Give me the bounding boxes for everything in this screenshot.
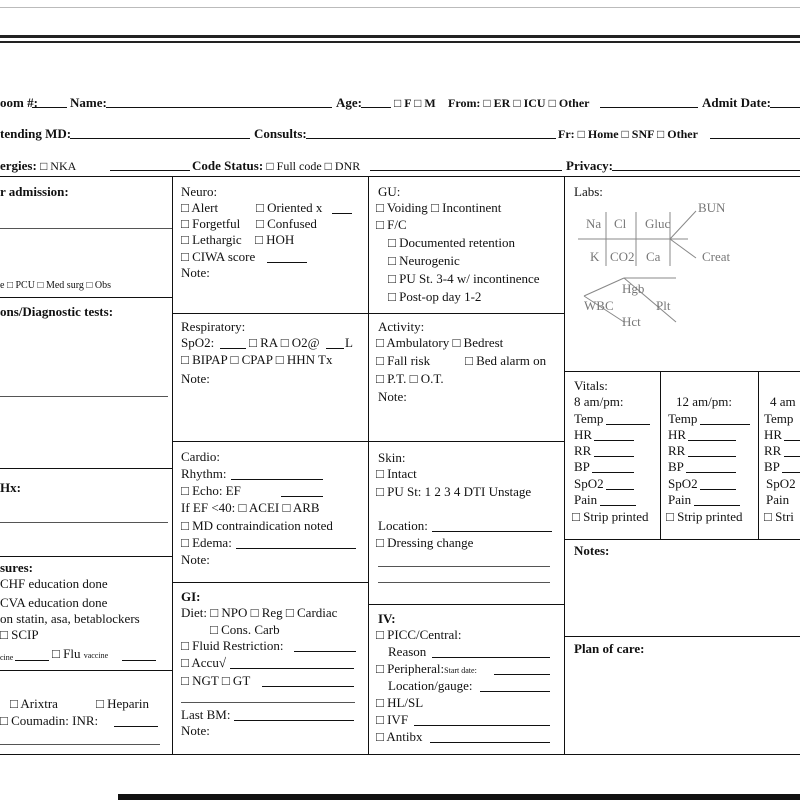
lab-fishbone-diagram [572,196,772,336]
activity-fall-risk[interactable]: □ Fall risk [376,353,431,368]
resp-heading: Respiratory: [181,319,246,334]
labs-heading: Labs: [574,184,603,199]
hline-mid-2 [172,441,564,442]
neuro-lethargic[interactable]: □ Lethargic [181,232,242,247]
vitals-hr-2: HR [668,427,687,442]
ciwa-field[interactable] [267,251,307,263]
gu-voiding[interactable]: □ Voiding □ Incontinent [376,200,502,215]
lab-cl: Cl [614,216,627,231]
vline-vitals-2 [758,371,759,539]
gu-foley[interactable]: □ F/C [376,217,407,232]
skin-line-1 [378,566,550,567]
neuro-note: Note: [181,265,210,280]
pneumo-vaccine-label: cine [0,653,14,662]
plan-of-care-heading: Plan of care: [574,641,645,656]
gi-fluid-field[interactable] [294,640,356,652]
allergies-row [0,158,76,174]
neuro-alert[interactable]: □ Alert [181,200,219,215]
skin-location-label: Location: [378,518,428,533]
vitals-hr-3: HR [764,427,783,442]
resp-o2-field[interactable] [326,337,344,349]
admission-heading: r admission: [0,184,69,199]
vitals-spo2-1: SpO2 [574,476,604,491]
coumadin-item[interactable]: □ Coumadin: INR: [0,713,99,728]
admit-date-field[interactable] [770,96,800,108]
vitals-temp-2: Temp [668,411,698,426]
from-place-options[interactable]: Fr: □ Home □ SNF □ Other [558,127,698,141]
lab-creat: Creat [702,249,731,264]
lab-gluc: Gluc [645,216,671,231]
gi-cons-carb[interactable]: □ Cons. Carb [210,622,280,637]
skin-intact[interactable]: □ Intact [376,466,417,481]
resp-spo2-field[interactable] [220,337,246,349]
lab-k: K [590,249,600,264]
nka-checkbox[interactable]: □ NKA [40,159,77,173]
fr-other-field[interactable] [710,127,800,139]
iv-antibx-field[interactable] [430,731,550,743]
vitals-bp-2: BP [668,459,684,474]
vitals-bp-field-3[interactable] [782,461,800,473]
vitals-temp-field-2[interactable] [700,413,750,425]
gu-neurogenic[interactable]: □ Neurogenic [388,253,460,268]
vitals-time-2: 12 am/pm: [676,394,732,409]
name-label: Name: [70,95,107,110]
vline-3 [564,176,565,754]
hx-line [0,522,168,523]
resp-ra-o2[interactable]: □ RA □ O2@ [249,335,320,350]
vitals-hr-field-1[interactable] [594,429,634,441]
diagnostic-line [0,396,168,397]
gi-accu[interactable]: □ Accu√ [181,655,226,670]
vitals-temp-field-1[interactable] [606,413,650,425]
vitals-pain-field-2[interactable] [694,494,740,506]
iv-picc[interactable]: □ PICC/Central: [376,627,462,642]
vline-1 [172,176,173,754]
flu-vaccine[interactable] [52,646,108,664]
iv-location-field[interactable] [480,680,550,692]
iv-hl-sl[interactable]: □ HL/SL [376,695,424,710]
cardio-echo[interactable]: □ Echo: EF [181,483,241,498]
iv-ivf[interactable]: □ IVF [376,712,409,727]
gu-heading: GU: [378,184,401,199]
flu-checkbox[interactable]: □ Flu [52,646,81,661]
window-top-strip [0,0,800,8]
gu-retention[interactable]: □ Documented retention [388,235,515,250]
viewer-bottom-edge [118,794,800,800]
arixtra-item[interactable]: □ Arixtra [10,696,58,711]
admit-date-label: Admit Date: [702,95,771,110]
activity-pt-ot[interactable]: □ P.T. □ O.T. [376,371,444,386]
vitals-hr-field-2[interactable] [688,429,736,441]
code-status-label: Code Status: [192,158,264,173]
iv-heading: IV: [378,611,396,626]
code-status-row [192,158,360,174]
hline-mid-1 [172,313,564,314]
cardio-if-ef[interactable]: If EF <40: □ ACEI □ ARB [181,500,320,515]
vitals-pain-1: Pain [574,492,598,507]
gi-diet[interactable]: Diet: □ NPO □ Reg □ Cardiac [181,605,338,620]
privacy-field[interactable] [612,159,800,171]
cardio-rhythm-label: Rhythm: [181,466,227,481]
gi-fluid-restriction[interactable]: □ Fluid Restriction: [181,638,284,653]
hline-left-1 [0,297,172,298]
gi-last-bm-field[interactable] [234,709,354,721]
activity-note: Note: [378,389,407,404]
cardio-echo-field[interactable] [281,485,323,497]
gu-postop[interactable]: □ Post-op day 1-2 [388,289,482,304]
room-field[interactable] [32,96,67,108]
from-other-field[interactable] [600,96,698,108]
gi-last-bm-label: Last BM: [181,707,231,722]
lab-co2: CO2 [610,249,635,264]
vitals-rr-2: RR [668,443,686,458]
pneumo-vaccine-field[interactable] [15,649,49,661]
gi-accu-field[interactable] [230,657,354,669]
heparin-item[interactable]: □ Heparin [96,696,149,711]
vitals-pain-2: Pain [668,492,692,507]
vitals-strip-3[interactable]: □ Stri [764,509,794,524]
resp-note: Note: [181,371,210,386]
allergies-label: ergies: [0,158,37,173]
vitals-bp-field-2[interactable] [686,461,736,473]
vitals-hr-1: HR [574,427,593,442]
resp-spo2-label: SpO2: [181,335,215,350]
activity-ambulatory[interactable]: □ Ambulatory □ Bedrest [376,335,504,350]
admission-line [0,228,172,229]
iv-peripheral[interactable] [376,661,477,679]
flu-vaccine-field[interactable] [122,649,156,661]
activity-heading: Activity: [378,319,425,334]
skin-dressing[interactable]: □ Dressing change [376,535,474,550]
lab-cbc-line-1 [584,278,624,296]
gi-heading: GI: [181,589,201,604]
lab-ca: Ca [646,249,661,264]
hline-right-2 [564,539,800,540]
vitals-heading: Vitals: [574,378,608,393]
cardio-edema-field[interactable] [236,537,356,549]
skin-pu-stage[interactable]: □ PU St: 1 2 3 4 DTI Unstage [376,484,532,499]
neuro-heading: Neuro: [181,184,218,199]
neuro-ciwa[interactable]: □ CIWA score [181,249,256,264]
hline-mid-4 [368,604,564,605]
resp-bipap[interactable]: □ BIPAP □ CPAP □ HHN Tx [181,352,333,367]
iv-peripheral-label[interactable]: □ Peripheral: [376,661,445,676]
scip-item[interactable]: □ SCIP [0,627,39,642]
vitals-pain-3: Pain [766,492,790,507]
left-bottom-line [0,744,160,745]
vitals-pain-field-1[interactable] [600,494,636,506]
gi-line [181,702,355,703]
attending-label: tending MD: [0,126,72,141]
iv-antibx[interactable]: □ Antibx [376,729,423,744]
neuro-hoh[interactable]: □ HOH [255,232,295,247]
diagnostic-heading: ons/Diagnostic tests: [0,304,114,319]
gi-ngt-gt[interactable]: □ NGT □ GT [181,673,251,688]
iv-reason-label: Reason [388,644,427,659]
hline-right-1 [564,371,800,372]
neuro-forgetful[interactable]: □ Forgetful [181,216,241,231]
iv-location-label: Location/gauge: [388,678,473,693]
hline-left-3 [0,556,172,557]
hx-heading: Hx: [0,480,21,495]
lab-bmp-arm-up [670,211,696,239]
hline-left-4 [0,670,172,671]
sex-options[interactable]: □ F □ M [394,96,436,110]
lab-hgb: Hgb [622,281,645,296]
skin-heading: Skin: [378,450,406,465]
neuro-confused[interactable]: □ Confused [256,216,317,231]
chf-education[interactable]: CHF education done [0,576,108,591]
name-field[interactable] [106,96,332,108]
vitals-rr-field-3[interactable] [784,445,800,457]
gi-note: Note: [181,723,210,738]
lab-bmp-arm-down [670,239,696,258]
room-label: oom #: [0,95,38,110]
measures-heading: sures: [0,560,33,575]
lab-wbc: WBC [584,298,614,313]
consults-label: Consults: [254,126,307,141]
oriented-field[interactable] [332,202,352,214]
vline-vitals-1 [660,371,661,539]
iv-start-date-label: Start date: [444,666,477,675]
cva-education[interactable]: CVA education done [0,595,108,610]
vitals-spo2-field-1[interactable] [606,478,634,490]
age-label: Age: [336,95,362,110]
lab-hct: Hct [622,314,641,329]
gu-pu-incontinence[interactable]: □ PU St. 3-4 w/ incontinence [388,271,540,286]
cardio-rhythm-field[interactable] [231,468,323,480]
code-status-field[interactable] [370,159,562,171]
skin-line-2 [378,582,550,583]
inr-field[interactable] [114,715,158,727]
gi-ngt-field[interactable] [262,675,354,687]
grid-bottom [0,754,800,755]
vitals-spo2-2: SpO2 [668,476,698,491]
cardio-md-contra[interactable]: □ MD contraindication noted [181,518,333,533]
vitals-hr-field-3[interactable] [784,429,800,441]
attending-field[interactable] [70,127,250,139]
resp-liters: L [345,335,353,350]
vitals-temp-3: Temp [764,411,794,426]
code-status-options[interactable]: □ Full code □ DNR [266,159,361,173]
lab-plt: Plt [656,298,671,313]
vitals-spo2-3: SpO2 [766,476,796,491]
cardio-heading: Cardio: [181,449,220,464]
iv-reason-field[interactable] [432,646,550,658]
flu-vaccine-label: vaccine [83,651,109,660]
vitals-time-1: 8 am/pm: [574,394,624,409]
from-options[interactable]: From: □ ER □ ICU □ Other [448,96,590,110]
consults-field[interactable] [306,127,556,139]
age-field[interactable] [361,96,391,108]
hline-left-2 [0,468,172,469]
iv-start-date-field[interactable] [494,663,550,675]
vitals-strip-2[interactable]: □ Strip printed [666,509,743,524]
iv-ivf-field[interactable] [414,714,550,726]
skin-location-field[interactable] [432,520,552,532]
neuro-oriented[interactable]: □ Oriented x [256,200,323,215]
cardio-edema[interactable]: □ Edema: [181,535,232,550]
vitals-bp-3: BP [764,459,780,474]
vitals-rr-field-1[interactable] [594,445,634,457]
activity-bed-alarm[interactable]: □ Bed alarm on [465,353,547,368]
vitals-rr-1: RR [574,443,592,458]
allergies-field[interactable] [110,159,190,171]
vitals-temp-1: Temp [574,411,604,426]
cardio-note: Note: [181,552,210,567]
notes-heading: Notes: [574,543,610,558]
top-rule-2 [0,41,800,43]
statin-item[interactable]: on statin, asa, betablockers [0,611,140,626]
hline-right-3 [564,636,800,637]
lab-bun: BUN [698,200,726,215]
hline-mid-3 [172,582,368,583]
vitals-rr-field-2[interactable] [688,445,736,457]
lab-na: Na [586,216,602,231]
unit-options[interactable]: e □ PCU □ Med surg □ Obs [0,280,111,291]
vitals-spo2-field-2[interactable] [700,478,736,490]
privacy-label: Privacy: [566,158,613,173]
vitals-time-3: 4 am [770,394,796,409]
vline-2 [368,176,369,754]
vitals-bp-field-1[interactable] [592,461,634,473]
vitals-rr-3: RR [764,443,782,458]
vitals-strip-1[interactable]: □ Strip printed [572,509,649,524]
top-rule [0,35,800,38]
vitals-bp-1: BP [574,459,590,474]
grid-top [0,176,800,177]
